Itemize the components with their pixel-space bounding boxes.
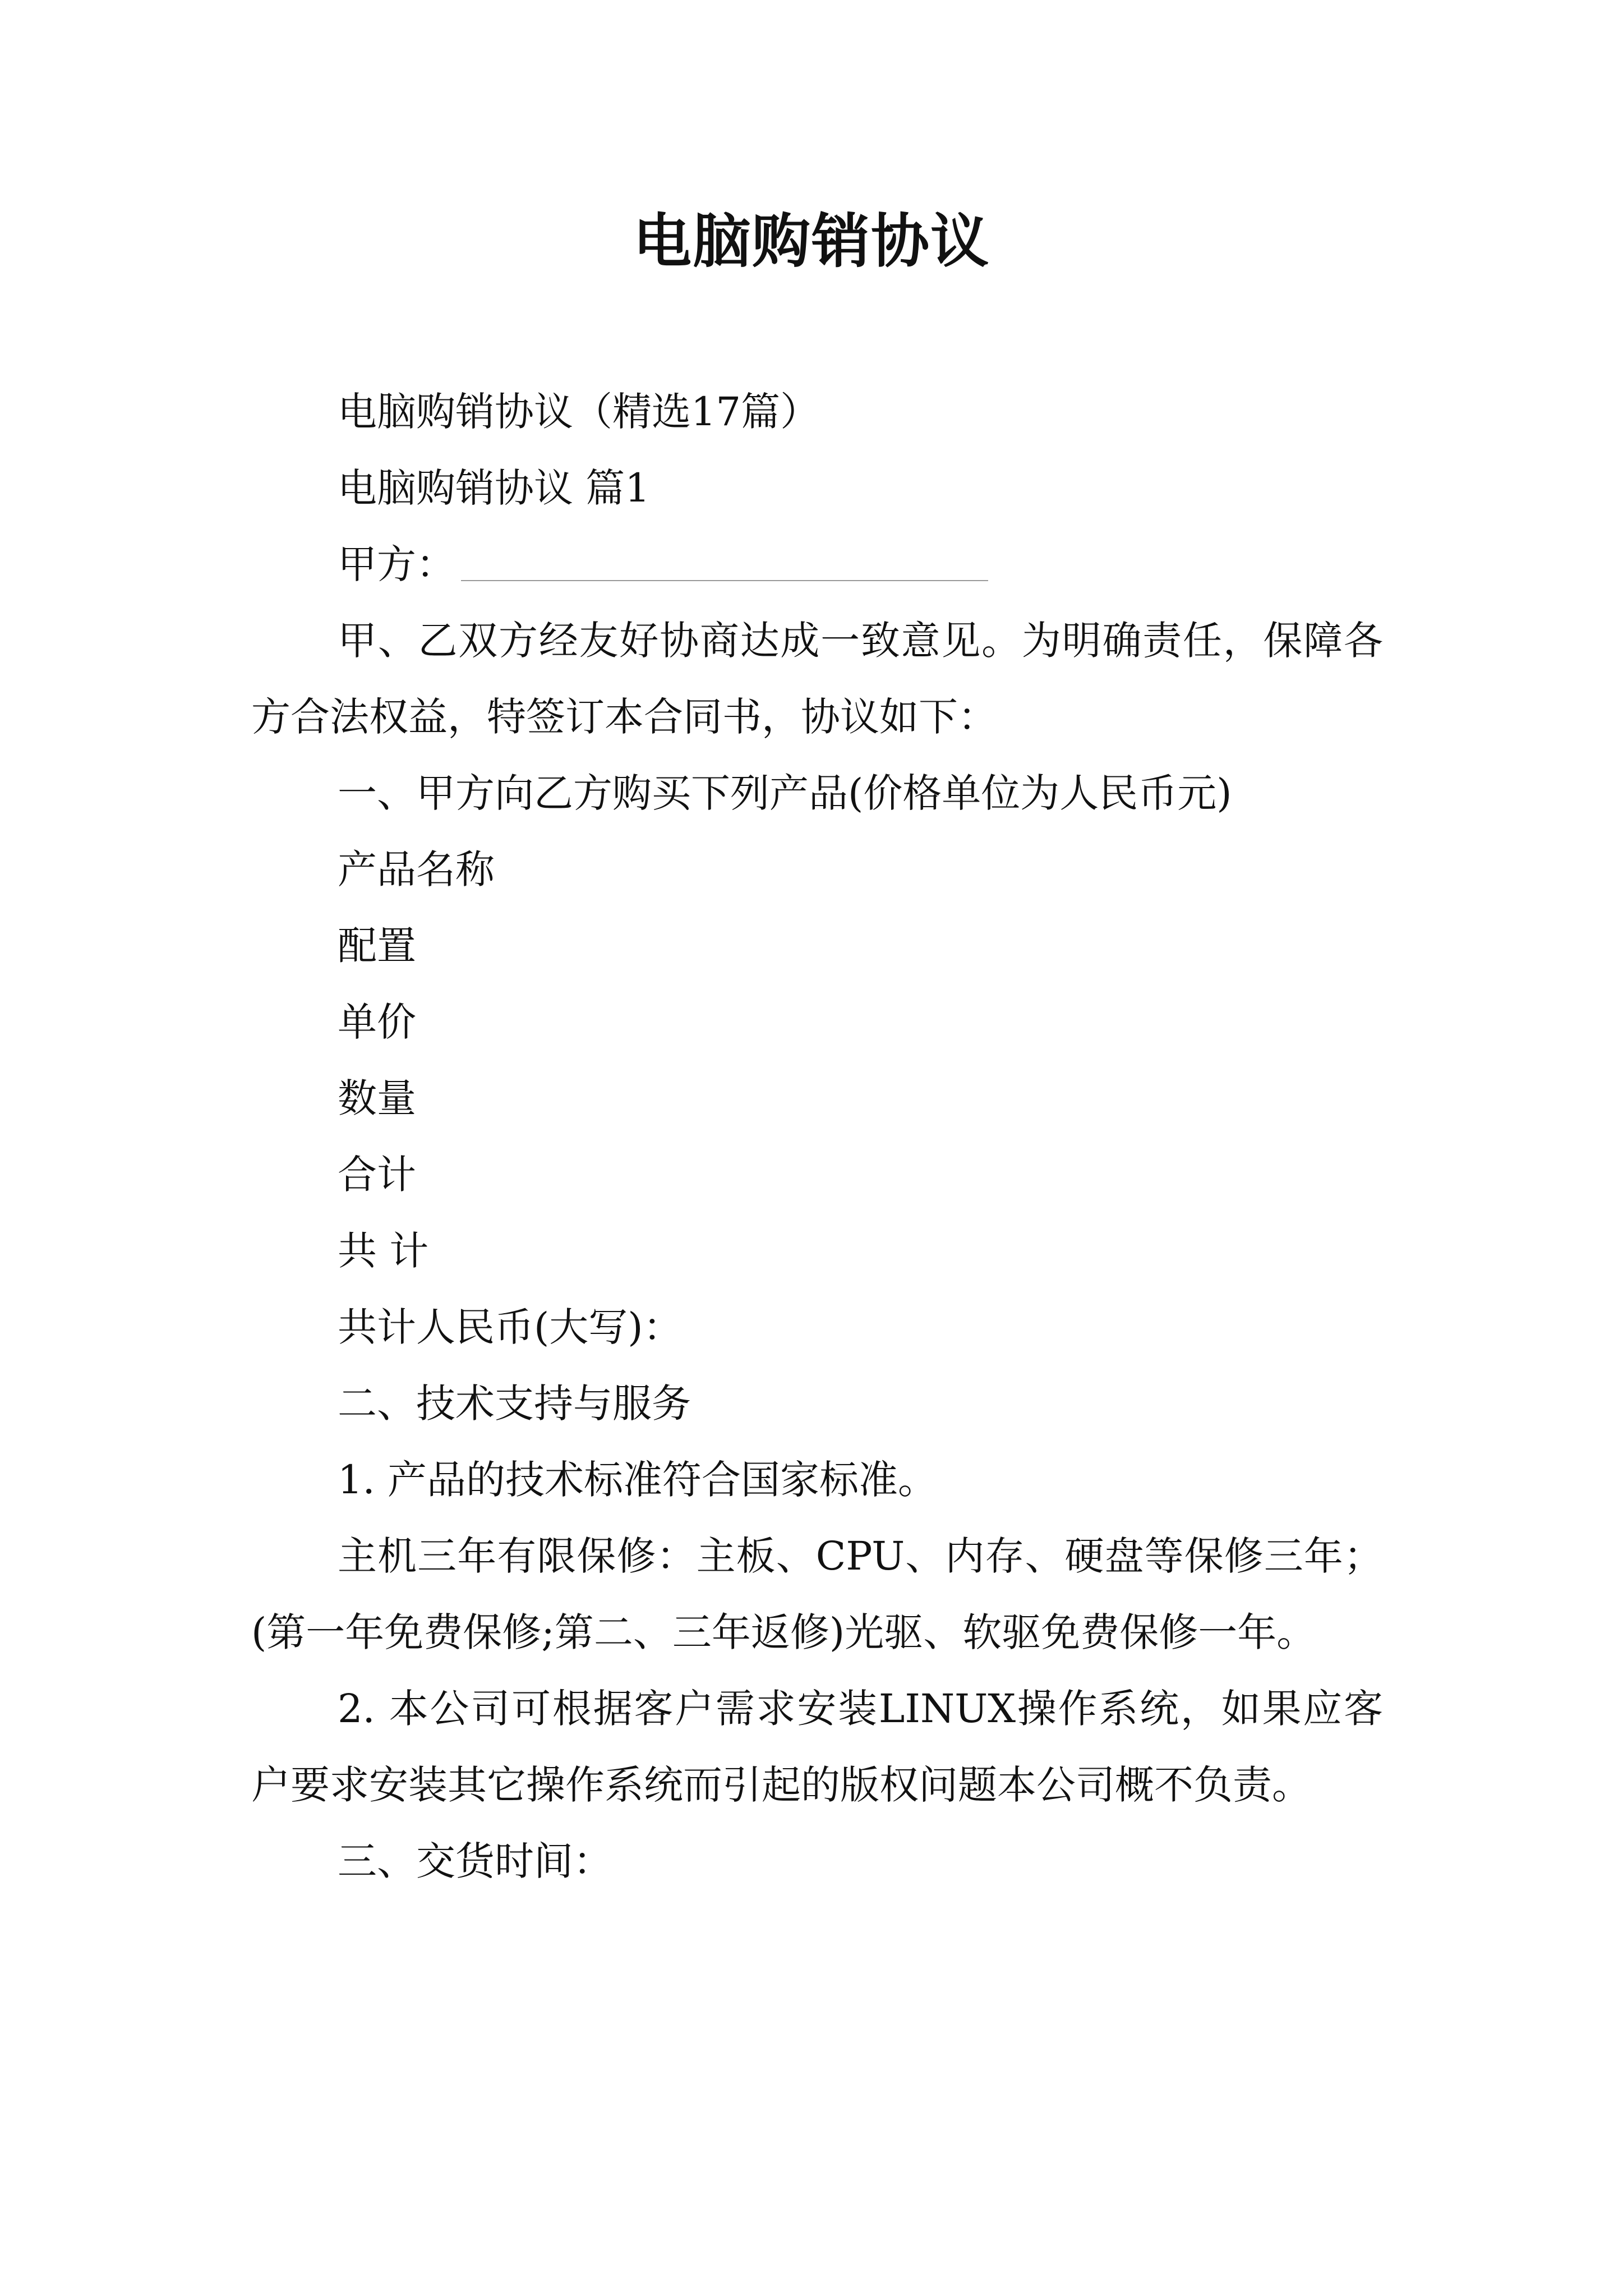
paragraph-item-1: 1. 产品的技术标准符合国家标准。 (338, 1457, 938, 1503)
paragraph-warranty: 主机三年有限保修：主板、CPU、内存、硬盘等保修三年；(第一年免费保修;第二、三年返修)光驱、软驱免费保修一年。 (251, 1533, 1383, 1655)
table-field-unit-price: 单价 (338, 999, 416, 1045)
party-a-blank-line (461, 541, 988, 581)
document-title: 电脑购销协议 (633, 206, 990, 275)
paragraph-collection-title: 电脑购销协议（精选17篇） (338, 389, 820, 435)
document-body (251, 374, 1383, 1899)
paragraph-intro: 甲、乙双方经友好协商达成一致意见。为明确责任，保障各方合法权益，特签订本合同书，协议如下： (251, 618, 1383, 740)
table-field-quantity: 数量 (338, 1075, 416, 1121)
paragraph-item-2: 2. 本公司可根据客户需求安装LINUX操作系统，如果应客户要求安装其它操作系统而引起的版权问题本公司概不负责。 (251, 1686, 1383, 1808)
paragraph-section-heading: 电脑购销协议 篇1 (338, 465, 650, 511)
table-field-configuration: 配置 (338, 923, 416, 969)
paragraph-clause-3: 三、交货时间： (338, 1838, 612, 1884)
paragraph-clause-1: 一、甲方向乙方购买下列产品(价格单位为人民币元) (338, 770, 1232, 816)
party-a-line (251, 526, 1383, 602)
table-field-subtotal: 合计 (338, 1152, 416, 1198)
party-a-label: 甲方： (338, 541, 455, 587)
paragraph-total-in-words: 共计人民币(大写)： (338, 1304, 683, 1350)
table-field-total: 共 计 (338, 1228, 429, 1274)
paragraph-clause-2: 二、技术支持与服务 (338, 1381, 691, 1427)
table-field-product-name: 产品名称 (338, 846, 495, 892)
